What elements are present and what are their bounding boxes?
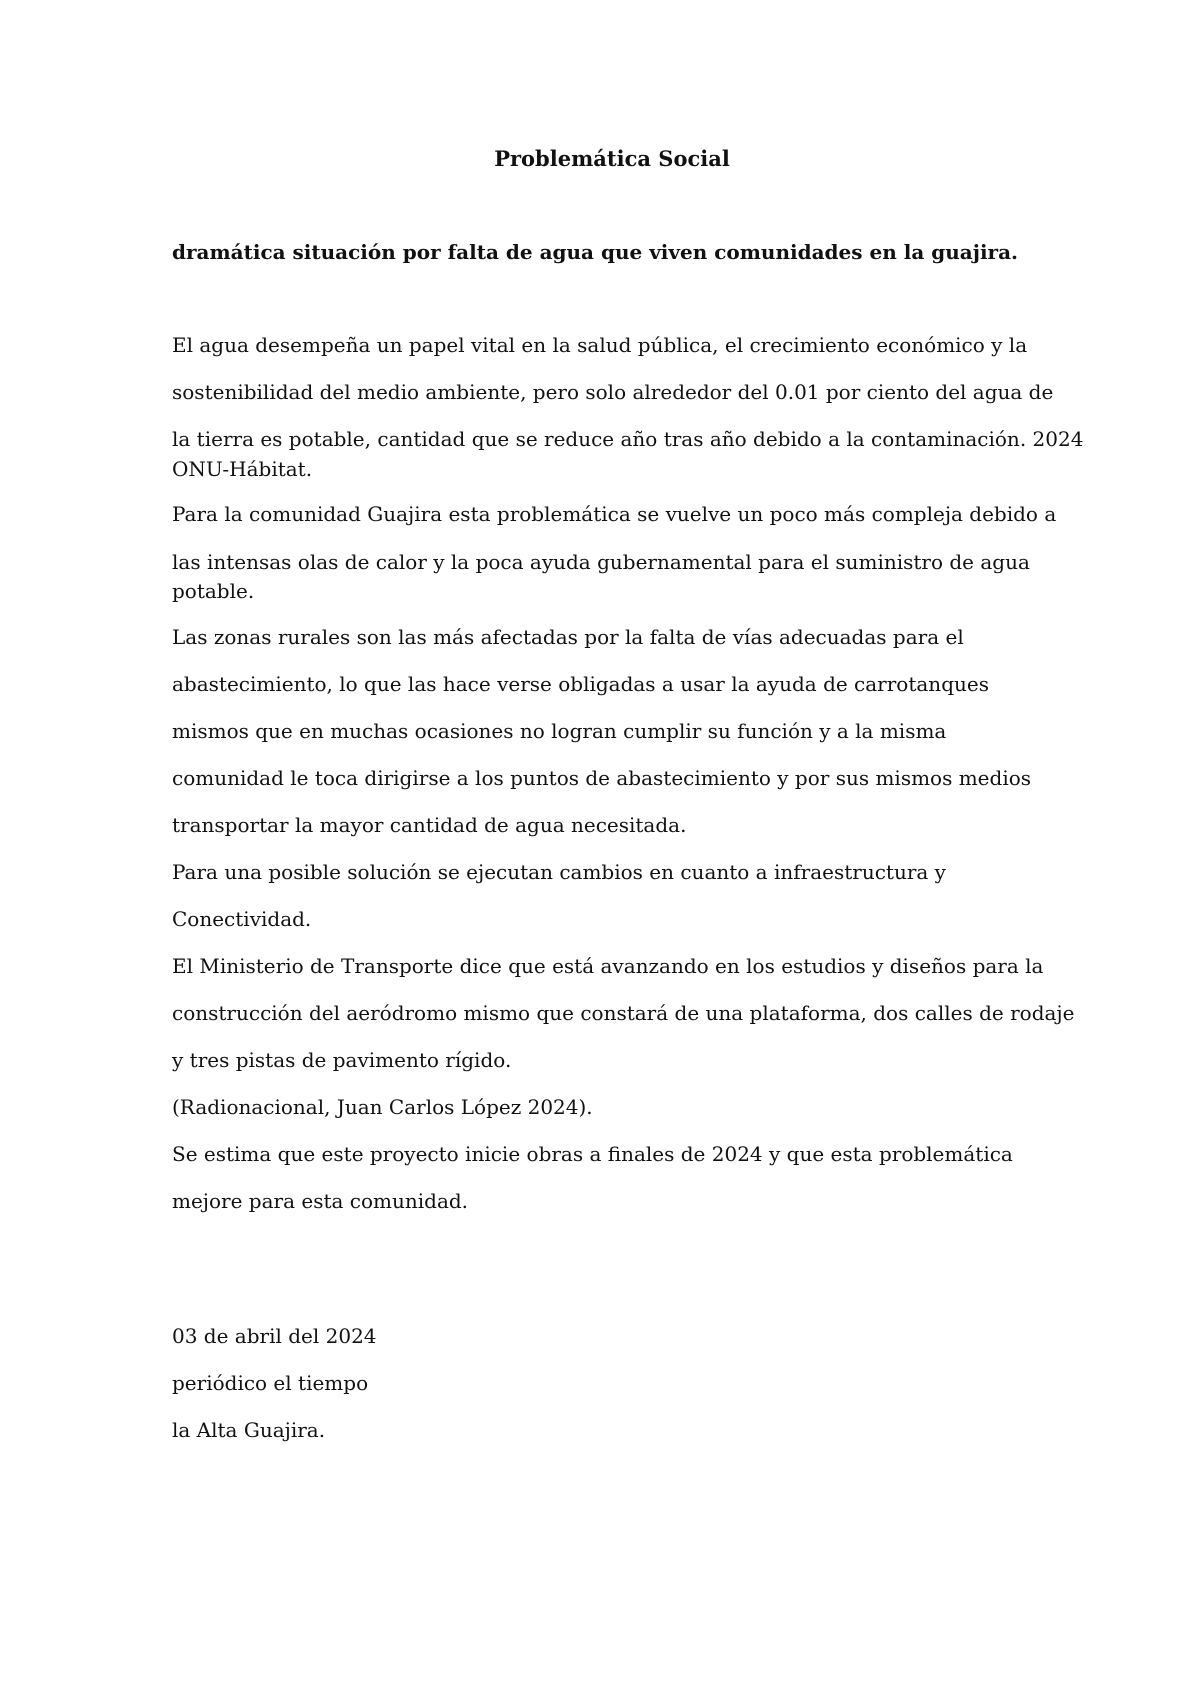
body-line: Las zonas rurales son las más afectadas por la falta de vías adecuadas para el: [172, 625, 964, 649]
footer-date: 03 de abril del 2024: [172, 1324, 377, 1348]
body-line: Para la comunidad Guajira esta problemática se vuelve un poco más compleja debido a: [172, 502, 1057, 526]
footer-location: la Alta Guajira.: [172, 1418, 326, 1442]
footer-source: periódico el tiempo: [172, 1371, 369, 1395]
body-line: ONU-Hábitat.: [172, 457, 313, 481]
body-line: (Radionacional, Juan Carlos López 2024).: [172, 1095, 593, 1119]
body-line: comunidad le toca dirigirse a los puntos de abastecimiento y por sus mismos medios: [172, 766, 1032, 790]
body-line: El Ministerio de Transporte dice que está avanzando en los estudios y diseños para la: [172, 954, 1044, 978]
body-line: mejore para esta comunidad.: [172, 1189, 469, 1213]
body-line: construcción del aeródromo mismo que constará de una plataforma, dos calles de rodaje: [172, 1001, 1075, 1025]
document-title: Problemática Social: [494, 146, 730, 171]
body-line: transportar la mayor cantidad de agua necesitada.: [172, 813, 687, 837]
body-line: las intensas olas de calor y la poca ayuda gubernamental para el suministro de agua: [172, 550, 1030, 574]
body-line: Conectividad.: [172, 907, 312, 931]
body-line: sostenibilidad del medio ambiente, pero solo alrededor del 0.01 por ciento del agua de: [172, 380, 1054, 404]
document-subtitle: dramática situación por falta de agua que viven comunidades en la guajira.: [172, 240, 1019, 264]
body-line: abastecimiento, lo que las hace verse obligadas a usar la ayuda de carrotanques: [172, 672, 989, 696]
body-line: la tierra es potable, cantidad que se reduce año tras año debido a la contaminación. 2024: [172, 427, 1084, 451]
body-line: mismos que en muchas ocasiones no logran cumplir su función y a la misma: [172, 719, 947, 743]
body-line: potable.: [172, 579, 255, 603]
body-line: Se estima que este proyecto inicie obras a finales de 2024 y que esta problemática: [172, 1142, 1013, 1166]
body-line: y tres pistas de pavimento rígido.: [172, 1048, 512, 1072]
body-line: El agua desempeña un papel vital en la salud pública, el crecimiento económico y la: [172, 333, 1028, 357]
body-line: Para una posible solución se ejecutan cambios en cuanto a infraestructura y: [172, 860, 946, 884]
